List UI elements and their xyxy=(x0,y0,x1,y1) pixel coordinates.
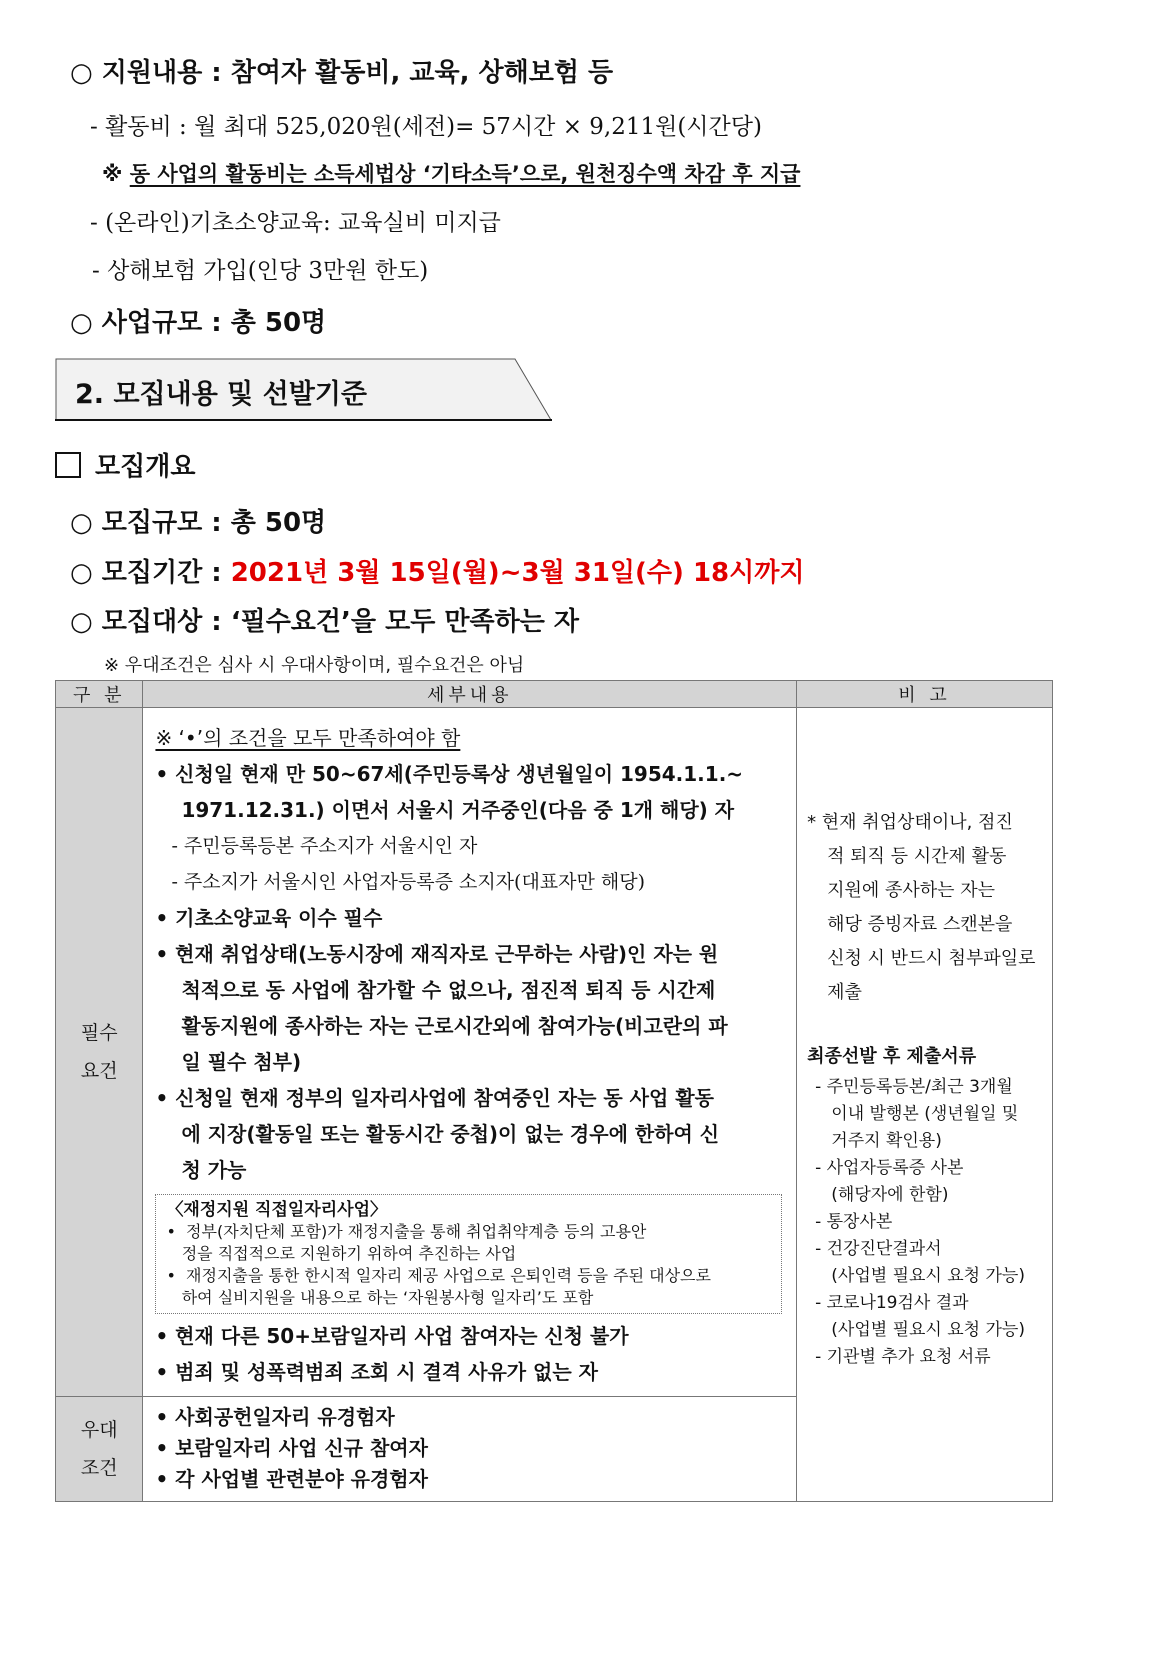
bullet-line: 척적으로 동 사업에 참가할 수 없으나, 점진적 퇴직 등 시간제 xyxy=(181,978,716,1002)
doc-item: - 주민등록등본/최근 3개월 xyxy=(815,1077,1013,1097)
doc-item: - 사업자등록증 사본 xyxy=(815,1158,964,1178)
period-label: ○ 모집기간 : xyxy=(70,558,231,588)
project-scale: ○ 사업규모 : 총 50명 xyxy=(70,308,327,338)
remark-line: 해당 증빙자료 스캔본을 xyxy=(827,914,1013,935)
box-item: • 정부(자치단체 포함)가 재정지출을 통해 취업취약계층 등의 고용안 xyxy=(166,1222,647,1241)
box-title: 〈재정지원 직접일자리사업〉 xyxy=(166,1200,387,1220)
required-details xyxy=(143,708,797,1397)
required-row xyxy=(56,708,1053,1397)
bullet-line: 청 가능 xyxy=(181,1158,247,1182)
remark-line: 제출 xyxy=(827,982,862,1003)
note-mark: ※ xyxy=(102,162,123,186)
insurance-item: - 상해보험 가입(인당 3만원 한도) xyxy=(92,258,429,284)
period-value: 2021년 3월 15일(월)~3월 31일(수) 18시까지 xyxy=(230,558,805,588)
remark-line: 적 퇴직 등 시간제 활동 xyxy=(827,846,1007,867)
activity-fee: - 활동비 : 월 최대 525,020원(세전)= 57시간 × 9,211원(시간당) xyxy=(90,114,762,140)
doc-item: - 기관별 추가 요청 서류 xyxy=(815,1347,991,1367)
doc-item: - 통장사본 xyxy=(815,1212,893,1232)
bullet-line: 에 지장(활동일 또는 활동시간 중첩)이 없는 경우에 한하여 신 xyxy=(181,1122,720,1146)
section-header xyxy=(55,358,555,420)
square-bullet-icon xyxy=(55,452,81,478)
doc-item: - 건강진단결과서 xyxy=(815,1239,942,1259)
label-line: 우대 xyxy=(80,1419,118,1441)
tax-note xyxy=(102,158,800,188)
preferred-label xyxy=(56,1397,143,1502)
overview-title: 모집개요 xyxy=(95,452,196,482)
bullet-line: 활동지원에 종사하는 자는 근로시간외에 참여가능(비고란의 파 xyxy=(181,1014,728,1038)
recruit-scale: ○ 모집규모 : 총 50명 xyxy=(70,508,327,538)
bullet-line: 1971.12.31.) 이면서 서울시 거주중인(다음 중 1개 해당) 자 xyxy=(181,798,735,822)
direct-job-program-box xyxy=(155,1194,782,1314)
docs-title: 최종선발 후 제출서류 xyxy=(807,1046,977,1067)
remarks-cell xyxy=(797,708,1053,1502)
support-content: ○ 지원내용 : 참여자 활동비, 교육, 상해보험 등 xyxy=(70,58,614,88)
header-remarks: 비 고 xyxy=(797,681,1053,708)
doc-item: (사업별 필요시 요청 가능) xyxy=(815,1266,1025,1286)
header-details: 세부내용 xyxy=(143,681,797,708)
bullet-line: • 현재 취업상태(노동시장에 재직자로 근무하는 사람)인 자는 원 xyxy=(155,942,719,966)
remark-line: 지원에 종사하는 자는 xyxy=(827,880,995,901)
bullet-line: • 각 사업별 관련분야 유경험자 xyxy=(155,1467,428,1491)
box-item: 정을 직접적으로 지원하기 위하여 추진하는 사업 xyxy=(166,1244,517,1263)
doc-item: 이내 발행본 (생년월일 및 xyxy=(815,1104,1019,1124)
label-line: 조건 xyxy=(80,1457,118,1479)
target-note: ※ 우대조건은 심사 시 우대사항이며, 필수요건은 아님 xyxy=(104,655,525,676)
bullet-line: • 기초소양교육 이수 필수 xyxy=(155,906,383,930)
criteria-table xyxy=(55,680,1053,1502)
remark-line: 신청 시 반드시 첨부파일로 xyxy=(827,948,1036,969)
recruit-target: ○ 모집대상 : ‘필수요건’을 모두 만족하는 자 xyxy=(70,607,580,637)
bullet-line: • 신청일 현재 정부의 일자리사업에 참여중인 자는 동 사업 활동 xyxy=(155,1086,714,1110)
sub-item: - 주민등록등본 주소지가 서울시인 자 xyxy=(171,835,478,857)
tax-note-text: 동 사업의 활동비는 소득세법상 ‘기타소득’으로, 원천징수액 차감 후 지급 xyxy=(129,162,801,186)
box-item: 하여 실비지원을 내용으로 하는 ‘자원봉사형 일자리’도 포함 xyxy=(166,1288,594,1307)
bullet-line: • 신청일 현재 만 50~67세(주민등록상 생년월일이 1954.1.1.~ xyxy=(155,762,744,786)
table-header-row xyxy=(56,681,1053,708)
education-item: - (온라인)기초소양교육: 교육실비 미지급 xyxy=(90,210,501,236)
section-title: 2. 모집내용 및 선발기준 xyxy=(75,379,367,410)
bullet-line: 일 필수 첨부) xyxy=(181,1050,302,1074)
bullet-line: • 현재 다른 50+보람일자리 사업 참여자는 신청 불가 xyxy=(155,1324,629,1348)
preferred-details xyxy=(143,1397,797,1502)
bullet-line: • 보람일자리 사업 신규 참여자 xyxy=(155,1436,428,1460)
overview-heading xyxy=(55,446,195,483)
label-line: 요건 xyxy=(80,1060,118,1082)
doc-item: (해당자에 한함) xyxy=(815,1185,949,1205)
bullet-line: • 사회공헌일자리 유경험자 xyxy=(155,1405,395,1429)
required-label xyxy=(56,708,143,1397)
header-category: 구 분 xyxy=(56,681,143,708)
label-line: 필수 xyxy=(80,1022,118,1044)
doc-item: (사업별 필요시 요청 가능) xyxy=(815,1320,1025,1340)
sub-item: - 주소지가 서울시인 사업자등록증 소지자(대표자만 해당) xyxy=(171,871,646,893)
doc-item: 거주지 확인용) xyxy=(815,1131,942,1151)
bullet-line: • 범죄 및 성폭력범죄 조회 시 결격 사유가 없는 자 xyxy=(155,1360,598,1384)
required-lead: ※ ‘•’의 조건을 모두 만족하여야 함 xyxy=(155,726,461,750)
remark-line: * 현재 취업상태이나, 점진 xyxy=(807,812,1013,833)
doc-item: - 코로나19검사 결과 xyxy=(815,1293,969,1313)
recruit-period xyxy=(70,552,805,589)
box-item: • 재정지출을 통한 한시적 일자리 제공 사업으로 은퇴인력 등을 주된 대상으로 xyxy=(166,1266,711,1285)
